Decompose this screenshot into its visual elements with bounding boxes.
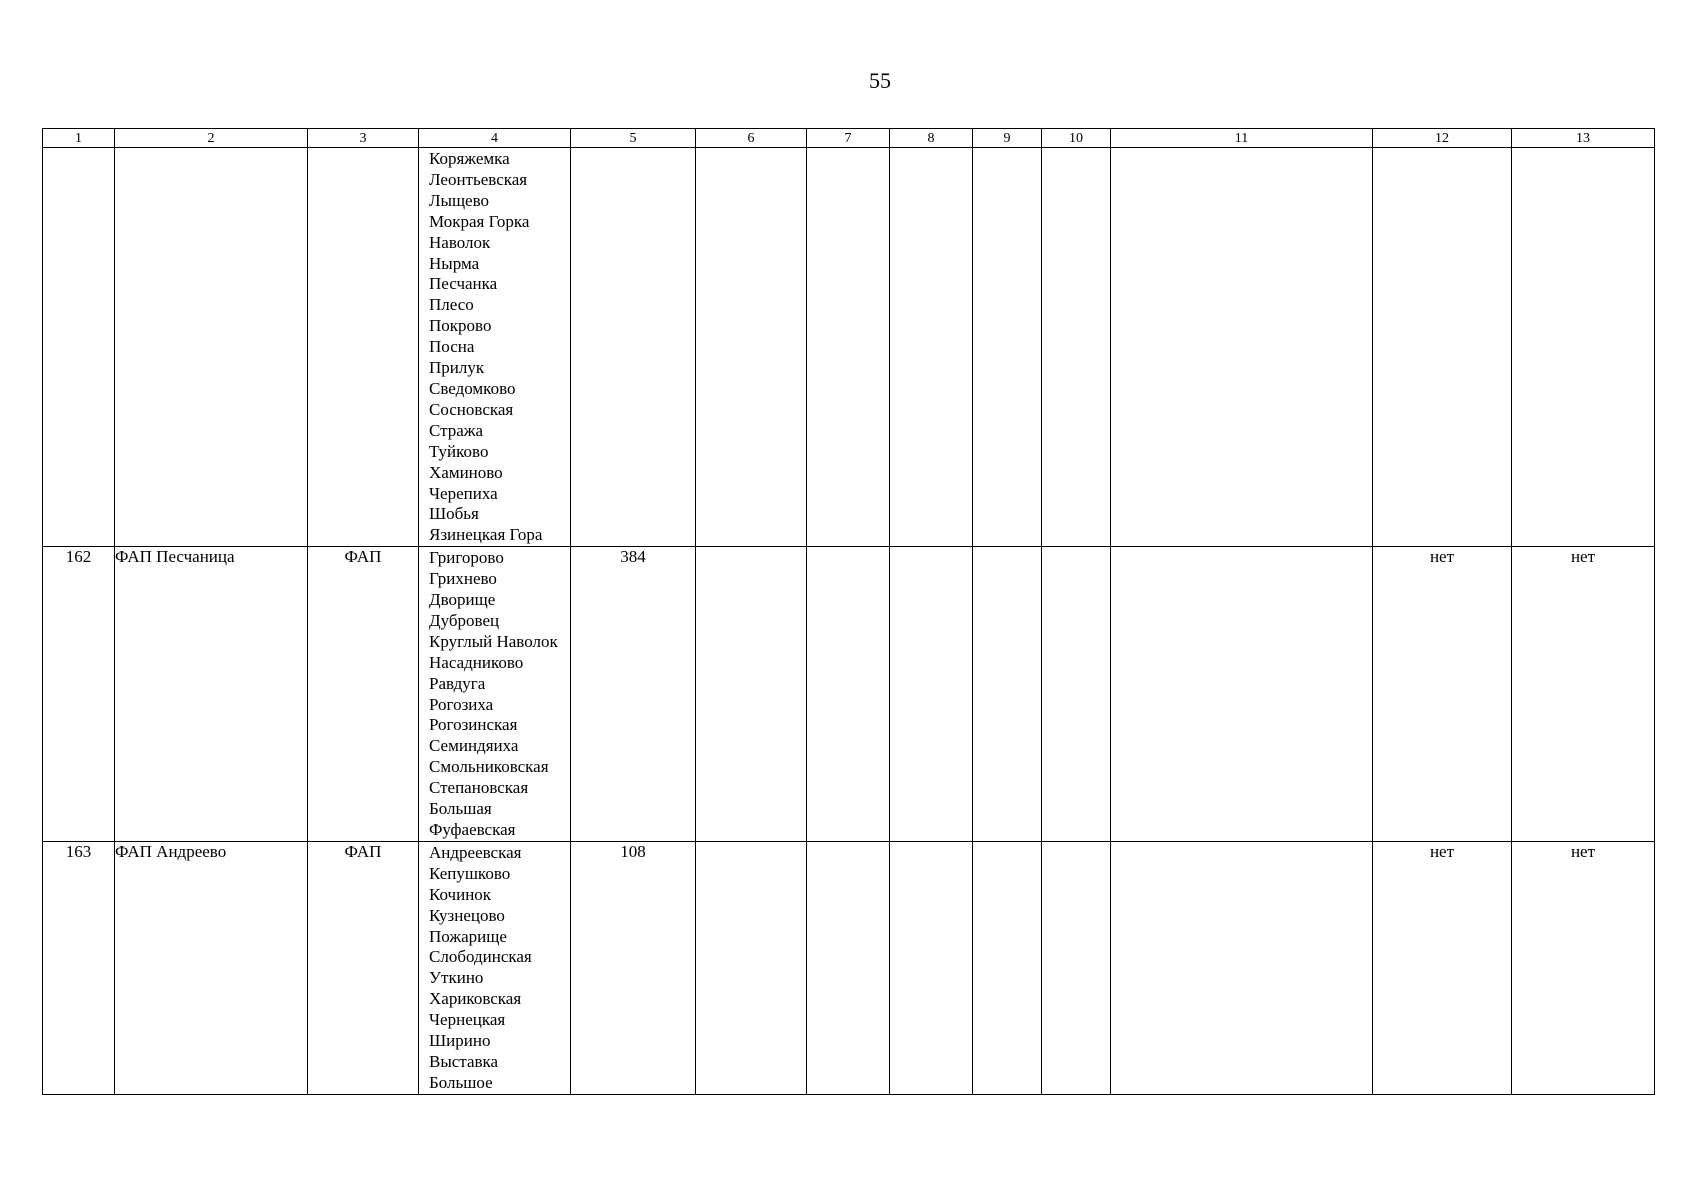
village-name: Фуфаевская bbox=[429, 820, 516, 839]
column-header: 1 bbox=[43, 129, 115, 148]
villages-cell bbox=[419, 547, 571, 842]
village-name: Слободинская bbox=[429, 947, 532, 967]
empty-cell bbox=[973, 841, 1042, 1094]
facility-name-cell: ФАП Андреево bbox=[115, 841, 308, 1094]
empty-cell bbox=[807, 547, 890, 842]
village-name: Григорово bbox=[429, 548, 504, 568]
village-name: Леонтьевская bbox=[429, 169, 528, 189]
village-name: Смольниковская bbox=[429, 757, 549, 777]
village-name: Семиндяиха bbox=[429, 736, 519, 756]
column-13-cell: нет bbox=[1512, 841, 1655, 1094]
village-name: Выставка bbox=[429, 1051, 499, 1071]
table-row bbox=[43, 841, 1655, 1094]
table-row bbox=[43, 547, 1655, 842]
village-name: Рогозиха bbox=[429, 694, 494, 714]
empty-cell bbox=[1042, 148, 1111, 547]
table-row bbox=[43, 148, 1655, 547]
village-name: Прилук bbox=[429, 358, 485, 378]
empty-cell bbox=[696, 148, 807, 547]
column-header: 9 bbox=[973, 129, 1042, 148]
facility-name-cell bbox=[115, 148, 308, 547]
empty-cell bbox=[807, 841, 890, 1094]
empty-cell bbox=[807, 148, 890, 547]
facility-type-cell: ФАП bbox=[308, 841, 419, 1094]
column-13-cell bbox=[1512, 148, 1655, 547]
facility-name-cell: ФАП Песчаница bbox=[115, 547, 308, 842]
empty-cell bbox=[890, 547, 973, 842]
village-name: Стража bbox=[429, 420, 484, 440]
village-name: Плесо bbox=[429, 295, 474, 315]
column-header: 12 bbox=[1373, 129, 1512, 148]
village-name: Посна bbox=[429, 337, 475, 357]
column-header: 2 bbox=[115, 129, 308, 148]
village-name: Андреевская bbox=[429, 842, 522, 862]
village-name: Песчанка bbox=[429, 274, 498, 294]
village-name: Большое bbox=[429, 1072, 493, 1092]
village-name: Рогозинская bbox=[429, 715, 518, 735]
villages-cell bbox=[419, 148, 571, 547]
row-number-cell: 163 bbox=[43, 841, 115, 1094]
column-header: 13 bbox=[1512, 129, 1655, 148]
village-name: Степановская bbox=[429, 778, 529, 798]
village-name: Мокрая Горка bbox=[429, 211, 530, 231]
village-name: Туйково bbox=[429, 441, 489, 461]
village-name: Шобья bbox=[429, 504, 479, 524]
population-cell bbox=[571, 148, 696, 547]
village-name: Коряжемка bbox=[429, 149, 510, 168]
village-name: Кочинок bbox=[429, 884, 492, 904]
village-name: Черепиха bbox=[429, 483, 498, 503]
row-number-cell bbox=[43, 148, 115, 547]
column-header: 11 bbox=[1111, 129, 1373, 148]
column-header: 6 bbox=[696, 129, 807, 148]
village-name: Дубровец bbox=[429, 610, 500, 630]
empty-cell bbox=[1111, 148, 1373, 547]
column-12-cell bbox=[1373, 148, 1512, 547]
facility-type-cell: ФАП bbox=[308, 547, 419, 842]
empty-cell bbox=[696, 547, 807, 842]
facility-type-cell bbox=[308, 148, 419, 547]
village-name: Лыщево bbox=[429, 190, 489, 210]
column-header: 5 bbox=[571, 129, 696, 148]
village-name: Кузнецово bbox=[429, 905, 505, 925]
village-name: Хаминово bbox=[429, 462, 503, 482]
empty-cell bbox=[1042, 547, 1111, 842]
empty-cell bbox=[890, 841, 973, 1094]
village-name: Грихнево bbox=[429, 569, 497, 589]
empty-cell bbox=[696, 841, 807, 1094]
row-number-cell: 162 bbox=[43, 547, 115, 842]
village-name: Круглый Наволок bbox=[429, 631, 558, 651]
village-name: Сведомково bbox=[429, 378, 516, 398]
column-12-cell: нет bbox=[1373, 547, 1512, 842]
village-name: Хариковская bbox=[429, 989, 522, 1009]
village-name: Равдуга bbox=[429, 673, 486, 693]
data-table bbox=[42, 128, 1655, 1095]
village-name: Пожарище bbox=[429, 926, 507, 946]
village-name: Чернецкая bbox=[429, 1010, 506, 1030]
village-name: Насадниково bbox=[429, 652, 524, 672]
column-header: 3 bbox=[308, 129, 419, 148]
empty-cell bbox=[1111, 841, 1373, 1094]
village-name: Дворище bbox=[429, 590, 496, 610]
village-name: Нырма bbox=[429, 253, 480, 273]
village-name: Кепушково bbox=[429, 863, 511, 883]
empty-cell bbox=[973, 148, 1042, 547]
population-cell: 384 bbox=[571, 547, 696, 842]
column-header: 7 bbox=[807, 129, 890, 148]
page-number: 55 bbox=[869, 68, 891, 93]
column-header: 4 bbox=[419, 129, 571, 148]
population-cell: 108 bbox=[571, 841, 696, 1094]
village-name: Язинецкая Гора bbox=[429, 525, 543, 545]
village-name: Покрово bbox=[429, 316, 492, 336]
village-name: Сосновская bbox=[429, 399, 514, 419]
village-name: Уткино bbox=[429, 968, 484, 988]
empty-cell bbox=[1042, 841, 1111, 1094]
villages-cell bbox=[419, 841, 571, 1094]
header-row bbox=[43, 129, 1655, 148]
column-header: 10 bbox=[1042, 129, 1111, 148]
column-header: 8 bbox=[890, 129, 973, 148]
empty-cell bbox=[973, 547, 1042, 842]
column-12-cell: нет bbox=[1373, 841, 1512, 1094]
village-name: Большая bbox=[429, 799, 492, 819]
empty-cell bbox=[1111, 547, 1373, 842]
column-13-cell: нет bbox=[1512, 547, 1655, 842]
village-name: Ширино bbox=[429, 1031, 491, 1051]
empty-cell bbox=[890, 148, 973, 547]
village-name: Наволок bbox=[429, 232, 491, 252]
